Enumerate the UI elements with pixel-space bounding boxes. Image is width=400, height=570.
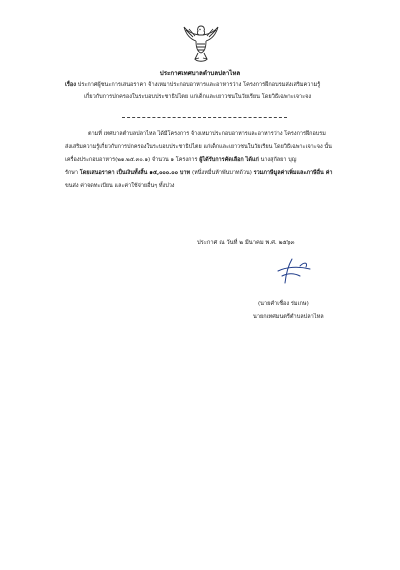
date-line: ประกาศ ณ วันที่ ๒ มีนาคม พ.ศ. ๒๕๖๓	[197, 240, 295, 246]
subject-line-2: เกี่ยวกับการปกครองในระบอบประชาธิปไตย แก่เด็กและเยาวชนในวัยเรียน โดยวิธีเฉพาะเจาะจง	[84, 94, 312, 100]
body-line-2: ส่งเสริมความรู้เกี่ยวกับการปกครองในระบอบประชาธิปไตย แก่เด็กและเยาวชนในวัยเรียน โดยวิธีเฉพาะเจาะจง นั้น	[65, 144, 332, 150]
body-line-4-bold: โดยเสนอราคา เป็นเงินทั้งสิ้น	[79, 170, 148, 176]
subject-label: เรื่อง	[65, 82, 77, 88]
body-line-1-lead: ตามที่ เทศบาลตำบลปลาไหล ได้มีโครงการ	[88, 131, 191, 137]
body-line-4-post: รวมภาษีมูลค่าเพิ่มและภาษีอื่น ค่า	[253, 170, 333, 176]
signature-image	[270, 256, 314, 286]
subject-text-1: ประกาศผู้ชนะการเสนอราคา จ้างเหมาประกอบอาหารและอาหารว่าง โครงการฝึกอบรมส่งเสริมความรู้	[77, 82, 321, 88]
body-line-1	[88, 132, 326, 138]
body-line-3-pre: เครื่องประกอบอาหาร(๒๑.๒๕.๓๐.๑) จำนวน ๑ โครงการ	[65, 157, 200, 163]
body-line-3-post: นางสุกัลยา บุญ	[258, 157, 297, 163]
signer-name: (นายคำเชื่อง ร่มเกษ)	[258, 301, 309, 307]
body-line-3-bold: ผู้ได้รับการคัดเลือก ได้แก่	[199, 157, 259, 163]
body-line-5: ขนส่ง ค่าจดทะเบียน และค่าใช้จ่ายอื่นๆ ทั้งปวง	[65, 183, 175, 189]
body-line-3	[65, 158, 296, 164]
body-line-4-amount: ๑๕,๐๐๐.๐๐ บาท	[147, 170, 192, 176]
document-title: ประกาศเทศบาลตำบลปลาไหล	[159, 70, 241, 77]
signer-title: นายกเทศมนตรีตำบลปลาไหล	[253, 314, 324, 320]
body-line-4	[65, 171, 332, 177]
subject-line-1	[65, 83, 320, 89]
body-line-1-rest: จ้างเหมาประกอบอาหารและอาหารว่าง โครงการฝึกอบรม	[190, 131, 326, 137]
body-line-4-pre: รักษา	[65, 170, 80, 176]
divider	[122, 117, 287, 118]
garuda-emblem-icon	[182, 22, 220, 64]
body-line-4-words: (หนึ่งหมื่นห้าพันบาทถ้วน)	[192, 170, 254, 176]
